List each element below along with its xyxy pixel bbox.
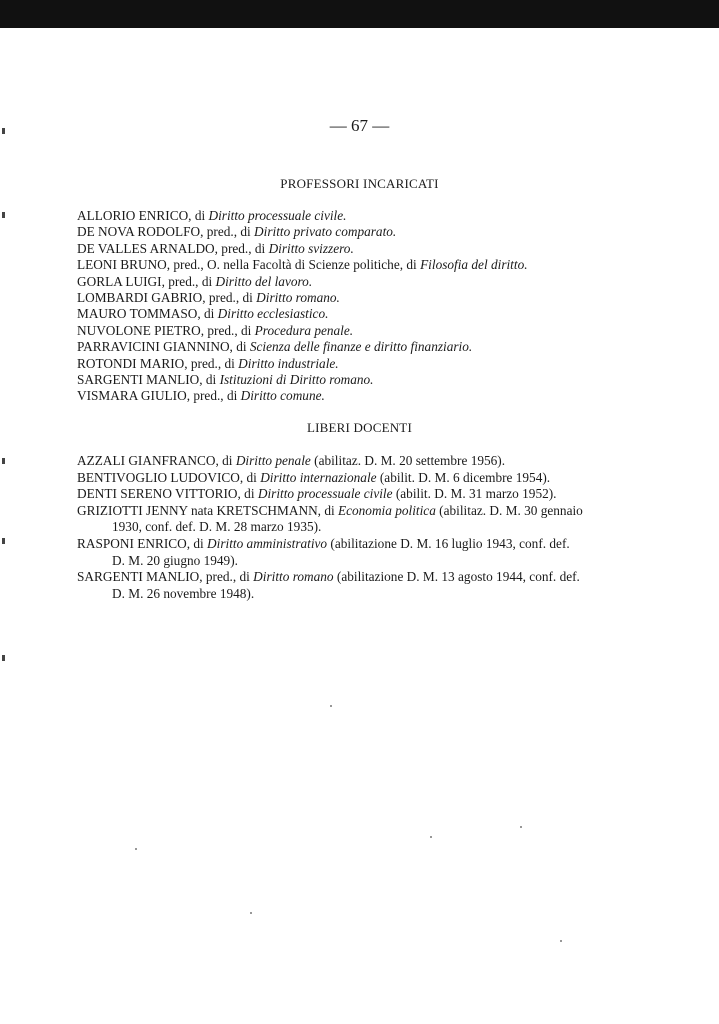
scan-edge-mark: [2, 655, 5, 661]
list-item: ROTONDI MARIO, pred., di Diritto industriale.: [77, 355, 339, 371]
page-number: — 67 —: [329, 116, 390, 135]
scan-edge-mark: [2, 212, 5, 218]
list-item: DE VALLES ARNALDO, pred., di Diritto svizzero.: [77, 240, 354, 256]
list-item: PARRAVICINI GIANNINO, di Scienza delle finanze e diritto finanziario.: [77, 339, 473, 355]
scan-edge-mark: [2, 128, 5, 134]
scan-speck: [250, 912, 252, 914]
scan-edge-mark: [2, 538, 5, 544]
list-item: DENTI SERENO VITTORIO, di Diritto processuale civile (abilit. D. M. 31 marzo 1952).: [77, 486, 557, 502]
list-item: GRIZIOTTI JENNY nata KRETSCHMANN, di Economia politica (abilitaz. D. M. 30 gennaio 1930, conf. def. D. M. 28 marzo 1935).: [77, 502, 583, 535]
list-item: ALLORIO ENRICO, di Diritto processuale civile.: [77, 208, 347, 223]
list-item: SARGENTI MANLIO, pred., di Diritto romano (abilitazione D. M. 13 agosto 1944, conf. def. D. M. 26 novembre 1948).: [77, 569, 580, 601]
scan-edge-mark: [2, 458, 5, 464]
list-item: SARGENTI MANLIO, di Istituzioni di Diritto romano.: [77, 372, 374, 388]
scan-speck: [520, 826, 522, 828]
list-item: RASPONI ENRICO, di Diritto amministrativo (abilitazione D. M. 16 luglio 1943, conf. def. D. M. 20 giugno 1949).: [77, 535, 570, 568]
list-item: VISMARA GIULIO, pred., di Diritto comune.: [77, 388, 325, 404]
professori-incaricati-list: [77, 208, 528, 405]
list-item: NUVOLONE PIETRO, pred., di Procedura penale.: [77, 322, 354, 338]
list-item: DE NOVA RODOLFO, pred., di Diritto privato comparato.: [77, 224, 397, 240]
section-heading-professori-incaricati: PROFESSORI INCARICATI: [280, 176, 439, 191]
list-item: MAURO TOMMASO, di Diritto ecclesiastico.: [77, 306, 329, 322]
section-heading-liberi-docenti: LIBERI DOCENTI: [307, 420, 412, 435]
list-item: LEONI BRUNO, pred., O. nella Facoltà di Scienze politiche, di Filosofia del diritto.: [77, 257, 528, 273]
scan-speck: [135, 848, 137, 850]
list-item: GORLA LUIGI, pred., di Diritto del lavoro.: [77, 273, 313, 289]
scan-top-border: [0, 0, 719, 28]
scan-speck: [430, 836, 432, 838]
list-item: LOMBARDI GABRIO, pred., di Diritto romano.: [77, 290, 340, 306]
list-item: AZZALI GIANFRANCO, di Diritto penale (abilitaz. D. M. 20 settembre 1956).: [77, 453, 506, 468]
list-item: BENTIVOGLIO LUDOVICO, di Diritto internazionale (abilit. D. M. 6 dicembre 1954).: [77, 469, 551, 485]
scan-speck: [560, 940, 562, 942]
liberi-docenti-list: [77, 453, 617, 602]
scan-speck: [330, 705, 332, 707]
